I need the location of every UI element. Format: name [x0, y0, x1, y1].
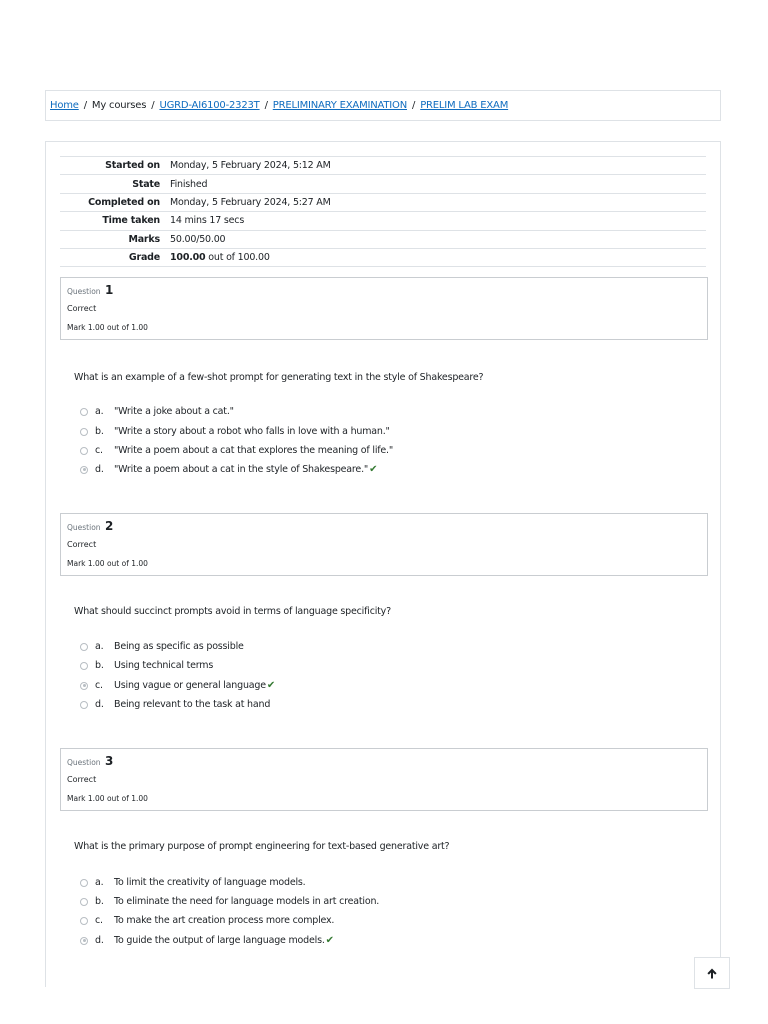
summary-value: Monday, 5 February 2024, 5:27 AM: [170, 196, 331, 208]
radio-button[interactable]: [80, 447, 88, 455]
answer-text: To make the art creation process more complex.: [114, 915, 335, 926]
question-state: Correct: [67, 540, 97, 549]
summary-row-marks: [60, 230, 706, 248]
grade-score: 100.00: [170, 252, 206, 264]
breadcrumb-separator: /: [151, 100, 155, 111]
breadcrumb-separator: /: [264, 100, 268, 111]
question-number: [67, 519, 113, 533]
answer-text: "Write a poem about a cat that explores the meaning of life.": [114, 445, 394, 456]
answer-option[interactable]: [80, 660, 213, 671]
question-number-value: 2: [104, 519, 114, 533]
answer-option[interactable]: [80, 445, 393, 456]
answer-letter: b.: [95, 660, 104, 671]
breadcrumb-course-link[interactable]: UGRD-AI6100-2323T: [159, 100, 260, 111]
radio-button-selected[interactable]: [80, 937, 88, 945]
question-label: Question: [67, 287, 101, 296]
back-to-top-button[interactable]: [694, 957, 730, 989]
answer-text: To limit the creativity of language models.: [114, 877, 306, 888]
answer-text: "Write a joke about a cat.": [114, 406, 234, 417]
summary-row-time-taken: [60, 212, 706, 230]
answer-letter: a.: [95, 641, 104, 652]
breadcrumb-separator: /: [83, 100, 87, 111]
question-state: Correct: [67, 304, 97, 313]
summary-value: [165, 248, 706, 266]
breadcrumb-home-link[interactable]: Home: [50, 100, 79, 111]
question-info-box: [60, 513, 708, 576]
answer-letter: d.: [95, 464, 104, 475]
radio-button-selected[interactable]: [80, 682, 88, 690]
summary-label: Grade: [128, 252, 160, 264]
answer-letter: a.: [95, 877, 104, 888]
answer-option[interactable]: [80, 915, 334, 926]
question-state: Correct: [67, 775, 97, 784]
summary-label: Time taken: [102, 215, 160, 227]
attempt-summary-table: [60, 156, 706, 267]
question-number: [67, 754, 113, 768]
summary-value: Finished: [170, 178, 208, 190]
summary-label: Marks: [128, 233, 160, 245]
radio-button[interactable]: [80, 662, 88, 670]
summary-row-completed-on: [60, 193, 706, 211]
radio-button-selected[interactable]: [80, 466, 88, 474]
question-info-box: [60, 748, 708, 811]
radio-button[interactable]: [80, 701, 88, 709]
breadcrumb: [45, 90, 721, 121]
summary-value: Monday, 5 February 2024, 5:12 AM: [170, 160, 331, 172]
grade-out-of: out of 100.00: [205, 252, 270, 264]
answer-letter: c.: [95, 915, 103, 926]
radio-button[interactable]: [80, 879, 88, 887]
answer-option[interactable]: [80, 641, 244, 652]
answer-option[interactable]: [80, 877, 306, 888]
question-mark: Mark 1.00 out of 1.00: [67, 323, 148, 332]
question-label: Question: [67, 523, 101, 532]
question-mark: Mark 1.00 out of 1.00: [67, 794, 148, 803]
summary-row-state: [60, 175, 706, 193]
answer-option-selected[interactable]: [80, 464, 377, 475]
breadcrumb-activity-link[interactable]: PRELIM LAB EXAM: [420, 100, 509, 111]
answer-letter: c.: [95, 680, 103, 691]
answer-option[interactable]: [80, 699, 270, 710]
radio-button[interactable]: [80, 428, 88, 436]
answer-letter: d.: [95, 935, 104, 946]
answer-text: Being as specific as possible: [114, 641, 244, 652]
answer-letter: a.: [95, 406, 104, 417]
question-mark: Mark 1.00 out of 1.00: [67, 559, 148, 568]
radio-button[interactable]: [80, 917, 88, 925]
answer-letter: b.: [95, 426, 104, 437]
question-label: Question: [67, 758, 101, 767]
check-icon: ✔: [369, 464, 378, 475]
question-info-box: [60, 277, 708, 340]
check-icon: ✔: [266, 680, 276, 691]
question-number-value: 3: [104, 754, 114, 768]
answer-option-selected[interactable]: [80, 935, 334, 946]
answer-letter: b.: [95, 896, 104, 907]
answer-text: To guide the output of large language models.: [114, 935, 325, 946]
answer-text: Being relevant to the task at hand: [114, 699, 271, 710]
answer-option-selected[interactable]: [80, 680, 275, 691]
question-text: What is an example of a few-shot prompt for generating text in the style of Shakespeare?: [74, 372, 484, 383]
answer-option[interactable]: [80, 426, 390, 437]
answer-option[interactable]: [80, 406, 234, 417]
summary-label: Completed on: [88, 196, 160, 208]
answer-letter: c.: [95, 445, 103, 456]
answer-text: "Write a story about a robot who falls in love with a human.": [114, 426, 390, 437]
summary-row-grade: [60, 248, 706, 266]
summary-value: 50.00/50.00: [170, 233, 226, 245]
radio-button[interactable]: [80, 898, 88, 906]
breadcrumb-separator: /: [412, 100, 416, 111]
question-text: What should succinct prompts avoid in terms of language specificity?: [74, 606, 391, 617]
question-text: What is the primary purpose of prompt engineering for text-based generative art?: [74, 841, 450, 852]
answer-text: To eliminate the need for language models in art creation.: [114, 896, 380, 907]
check-icon: ✔: [325, 935, 334, 946]
radio-button[interactable]: [80, 643, 88, 651]
answer-option[interactable]: [80, 896, 379, 907]
summary-label: State: [132, 178, 160, 190]
radio-button[interactable]: [80, 408, 88, 416]
summary-row-started-on: [60, 157, 706, 175]
question-number-value: 1: [104, 283, 114, 297]
answer-text: Using vague or general language: [114, 680, 266, 691]
breadcrumb-section-link[interactable]: PRELIMINARY EXAMINATION: [272, 100, 408, 111]
summary-value: 14 mins 17 secs: [170, 215, 245, 227]
breadcrumb-my-courses: My courses: [91, 100, 147, 111]
answer-text: "Write a poem about a cat in the style of Shakespeare.": [114, 464, 369, 475]
answer-text: Using technical terms: [114, 660, 214, 671]
question-number: [67, 283, 113, 297]
arrow-up-icon: [707, 968, 717, 979]
answer-letter: d.: [95, 699, 104, 710]
summary-label: Started on: [105, 160, 160, 172]
